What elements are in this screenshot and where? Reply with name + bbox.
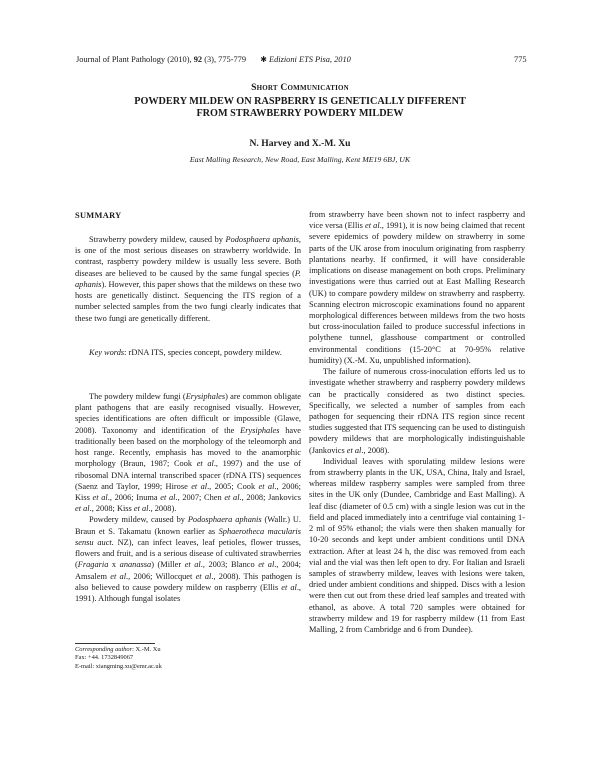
corresponding-author-note: Corresponding author: X.-M. Xu Fax: +44. 1732849067 E-mail: xiangming.xu@emr.ac.uk bbox=[75, 646, 162, 670]
body-right bbox=[309, 209, 525, 635]
summary-paragraph: Strawberry powdery mildew, caused by Podosphaera aphanis, is one of the most serious diseases on strawberry worldwide. In contrast, raspberry powdery mildew is usually less severe. Both diseases are believed to be caused by the same fungal species (P. aphanis). However, this paper shows that the mildews on these two hosts are genetically distinct. Sequencing the ITS region of a number selected samples from the two fungi clearly indicates that these two fungi are genetically different. bbox=[75, 235, 301, 323]
footnote-rule bbox=[75, 643, 155, 644]
article-type: Short Communication bbox=[251, 82, 349, 93]
publisher: Edizioni ETS Pisa, 2010 bbox=[268, 55, 351, 64]
journal-citation: Journal of Plant Pathology (2010), 92 (3), 775-779 ✱ Edizioni ETS Pisa, 2010 bbox=[76, 55, 351, 64]
summary-heading: SUMMARY bbox=[75, 211, 122, 220]
body-paragraph: Individual leaves with sporulating mildew lesions were from strawberry plants in the UK, USA, China, Italy and Israel, whereas mildew raspberry samples were sampled from three sites in the UK only (Dundee, Cambridge and East Malling). A leaf disc (diameter of 0.5 cm) with a single lesion was cut in the field and placed immediately into a centrifuge vial containing 1-2 ml of 95% ethanol; the vials were then shaken manually for 10-20 seconds and kept under ambient conditions until DNA extraction. After at least 24 h, the disc was removed from each vial and the vial was then left open to dry. For Italian and Israeli samples of strawberry mildew, leaves with lesions were taken, dried under ambient conditions and shipped. Discs with a lesion were then cut out from these dried leaf samples and treated with ethanol, as above. A total 720 samples were obtained for strawberry mildew and 19 for raspberry mildew (11 from East Malling, 2 from Cambridge and 6 from Dundee). bbox=[309, 456, 525, 635]
keywords: Key words: rDNA ITS, species concept, powdery mildew. bbox=[89, 348, 282, 357]
body-paragraph: The powdery mildew fungi (Erysiphales) are common obligate plant pathogens that are easily recognised visually. However, species identifications are often difficult or impossible (Glawe, 2008). Taxonomy and identification of the Erysiphales have traditionally been based on the morphology of the teleomorph and host range. Recently, emphasis has moved to the anamorphic morphology (Braun, 1987; Cook et al., 1997) and the use of ribosomal DNA internal transcribed spacer (rDNA ITS) sequences (Saenz and Taylor, 1999; Hirose et al., 2005; Cook et al., 2006; Kiss et al., 2006; Inuma et al., 2007; Chen et al., 2008; Jankovics et al., 2008; Kiss et al., 2008). bbox=[75, 392, 301, 514]
ets-logo-icon: ✱ bbox=[260, 55, 267, 64]
affiliation: East Malling Research, New Road, East Malling, Kent ME19 6BJ, UK bbox=[189, 155, 411, 164]
email: E-mail: xiangming.xu@emr.ac.uk bbox=[75, 662, 162, 670]
body-paragraph: The failure of numerous cross-inoculation efforts led us to investigate whether strawberry and raspberry powdery mildews can be practically considered as two distinct species. Specifically, we selected a number of samples from each pathogen for sequencing their rDNA ITS region since recent studies suggested that ITS sequencing can be used to distinguish powdery mildews that are morphologically indistinguishable (Jankovics et al., 2008). bbox=[309, 367, 525, 455]
body-left bbox=[75, 391, 301, 604]
body-paragraph: Powdery mildew, caused by Podosphaera aphanis (Wallr.) U. Braun et S. Takamatu (known earlier as Sphaerotheca macularis sensu auct. NZ), can infect leaves, leaf petioles, flower trusses, flowers and fruit, and is a serious disease of cultivated strawberries (Fragaria x ananassa) (Miller et al., 2003; Blanco et al., 2004; Amsalem et al., 2006; Willocquet et al., 2008). This pathogen is also believed to cause powdery mildew on raspberry (Ellis et al., 1991). Although fungal isolates bbox=[75, 515, 302, 603]
body-paragraph: from strawberry have been shown not to infect raspberry and vice versa (Ellis et al., 1991), it is now being claimed that recent severe epidemics of powdery mildew on strawberry in some parts of the UK arose from inoculum originating from raspberry plantations nearby. If confirmed, it will have considerable implications on disease management on both crops. Preliminary investigations were thus carried out at East Malling Research (UK) to compare powdery mildew on strawberry and raspberry. Scanning electron microscopic examinations found no apparent morphological differences between mildews from the two hosts but cross-inoculation failed to produce successful infections in polythene tunnel, glasshouse compartment or controlled environmental conditions (15-20°C at 70-95% relative humidity) (X.-M. Xu, unpublished information). bbox=[309, 210, 525, 365]
article-title: POWDERY MILDEW ON RASPBERRY IS GENETICALLY DIFFERENT FROM STRAWBERRY POWDERY MILDEW bbox=[134, 96, 466, 119]
authors: N. Harvey and X.-M. Xu bbox=[249, 138, 351, 149]
page-number: 775 bbox=[514, 55, 527, 64]
